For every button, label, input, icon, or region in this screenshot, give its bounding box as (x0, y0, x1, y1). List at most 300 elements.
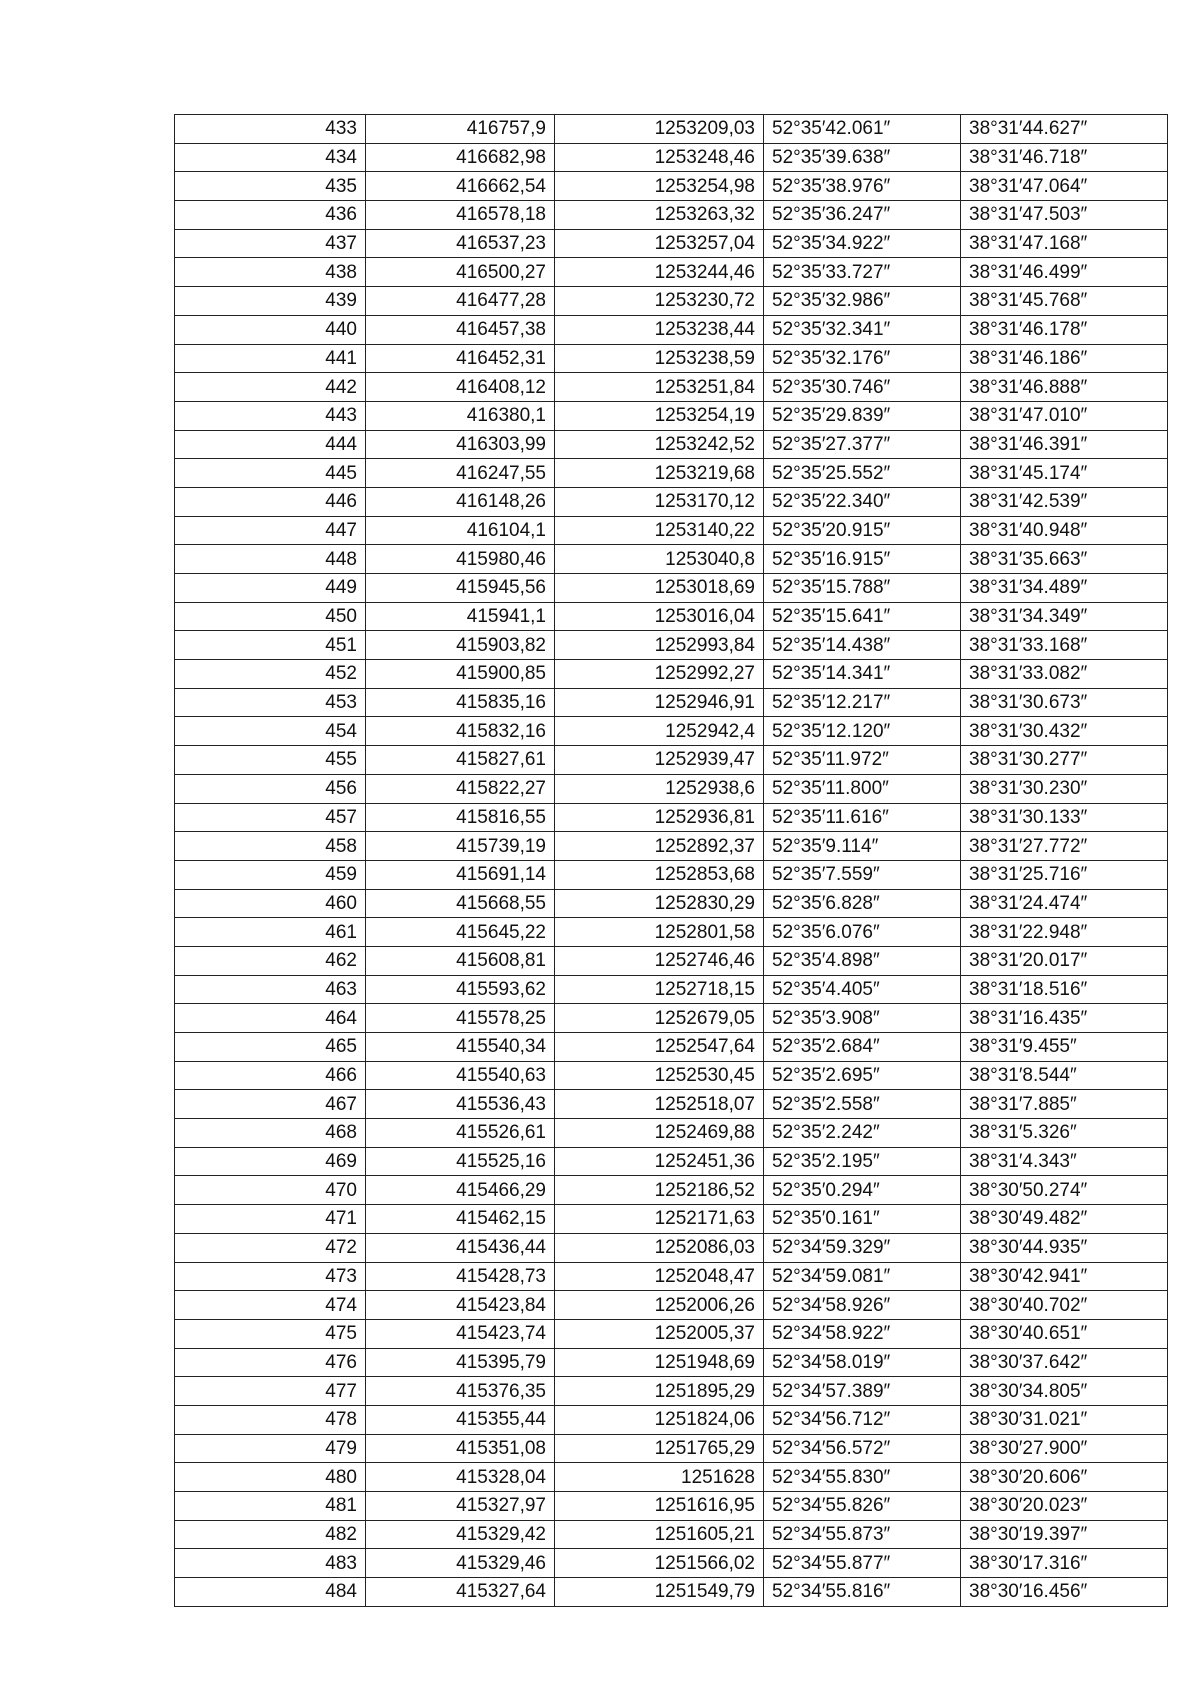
x-coordinate-cell: 415578,25 (366, 1004, 555, 1033)
y-coordinate-cell: 1253248,46 (555, 143, 764, 172)
y-coordinate-cell: 1252451,36 (555, 1147, 764, 1176)
latitude-cell: 52°35′14.438″ (764, 631, 961, 660)
point-number-cell: 436 (175, 201, 366, 230)
y-coordinate-cell: 1252005,37 (555, 1319, 764, 1348)
latitude-cell: 52°35′33.727″ (764, 258, 961, 287)
x-coordinate-cell: 415328,04 (366, 1463, 555, 1492)
table-row (175, 315, 1168, 344)
x-coordinate-cell: 415536,43 (366, 1090, 555, 1119)
point-number-cell: 474 (175, 1291, 366, 1320)
longitude-cell: 38°30′20.606″ (961, 1463, 1168, 1492)
longitude-cell: 38°31′34.489″ (961, 574, 1168, 603)
longitude-cell: 38°30′37.642″ (961, 1348, 1168, 1377)
table-row (175, 373, 1168, 402)
latitude-cell: 52°35′32.176″ (764, 344, 961, 373)
y-coordinate-cell: 1252547,64 (555, 1033, 764, 1062)
longitude-cell: 38°30′17.316″ (961, 1549, 1168, 1578)
latitude-cell: 52°35′11.616″ (764, 803, 961, 832)
point-number-cell: 452 (175, 660, 366, 689)
table-row (175, 516, 1168, 545)
table-row (175, 1492, 1168, 1521)
y-coordinate-cell: 1252801,58 (555, 918, 764, 947)
point-number-cell: 476 (175, 1348, 366, 1377)
longitude-cell: 38°31′34.349″ (961, 602, 1168, 631)
latitude-cell: 52°34′59.081″ (764, 1262, 961, 1291)
longitude-cell: 38°31′46.391″ (961, 430, 1168, 459)
x-coordinate-cell: 415822,27 (366, 774, 555, 803)
latitude-cell: 52°35′7.559″ (764, 860, 961, 889)
point-number-cell: 483 (175, 1549, 366, 1578)
latitude-cell: 52°35′2.242″ (764, 1119, 961, 1148)
table-row (175, 803, 1168, 832)
longitude-cell: 38°31′30.230″ (961, 774, 1168, 803)
y-coordinate-cell: 1252518,07 (555, 1090, 764, 1119)
point-number-cell: 471 (175, 1205, 366, 1234)
latitude-cell: 52°35′36.247″ (764, 201, 961, 230)
longitude-cell: 38°31′22.948″ (961, 918, 1168, 947)
x-coordinate-cell: 415816,55 (366, 803, 555, 832)
point-number-cell: 434 (175, 143, 366, 172)
y-coordinate-cell: 1251616,95 (555, 1492, 764, 1521)
latitude-cell: 52°35′12.120″ (764, 717, 961, 746)
y-coordinate-cell: 1253040,8 (555, 545, 764, 574)
y-coordinate-cell: 1253257,04 (555, 229, 764, 258)
x-coordinate-cell: 415327,97 (366, 1492, 555, 1521)
longitude-cell: 38°30′42.941″ (961, 1262, 1168, 1291)
y-coordinate-cell: 1252946,91 (555, 688, 764, 717)
x-coordinate-cell: 415525,16 (366, 1147, 555, 1176)
latitude-cell: 52°35′4.898″ (764, 946, 961, 975)
table-row (175, 1233, 1168, 1262)
latitude-cell: 52°35′12.217″ (764, 688, 961, 717)
table-row (175, 1405, 1168, 1434)
point-number-cell: 447 (175, 516, 366, 545)
longitude-cell: 38°31′47.064″ (961, 172, 1168, 201)
latitude-cell: 52°35′6.828″ (764, 889, 961, 918)
y-coordinate-cell: 1252171,63 (555, 1205, 764, 1234)
y-coordinate-cell: 1253170,12 (555, 487, 764, 516)
longitude-cell: 38°31′33.082″ (961, 660, 1168, 689)
y-coordinate-cell: 1252530,45 (555, 1061, 764, 1090)
table-row (175, 115, 1168, 144)
x-coordinate-cell: 415832,16 (366, 717, 555, 746)
point-number-cell: 450 (175, 602, 366, 631)
table-row (175, 287, 1168, 316)
table-row (175, 774, 1168, 803)
longitude-cell: 38°31′40.948″ (961, 516, 1168, 545)
point-number-cell: 463 (175, 975, 366, 1004)
latitude-cell: 52°35′32.341″ (764, 315, 961, 344)
x-coordinate-cell: 415351,08 (366, 1434, 555, 1463)
table-row (175, 172, 1168, 201)
x-coordinate-cell: 416477,28 (366, 287, 555, 316)
table-row (175, 487, 1168, 516)
x-coordinate-cell: 415691,14 (366, 860, 555, 889)
x-coordinate-cell: 415608,81 (366, 946, 555, 975)
x-coordinate-cell: 415329,46 (366, 1549, 555, 1578)
x-coordinate-cell: 416452,31 (366, 344, 555, 373)
point-number-cell: 470 (175, 1176, 366, 1205)
x-coordinate-cell: 415466,29 (366, 1176, 555, 1205)
y-coordinate-cell: 1253230,72 (555, 287, 764, 316)
table-row (175, 545, 1168, 574)
longitude-cell: 38°31′25.716″ (961, 860, 1168, 889)
latitude-cell: 52°34′55.830″ (764, 1463, 961, 1492)
x-coordinate-cell: 415355,44 (366, 1405, 555, 1434)
y-coordinate-cell: 1252942,4 (555, 717, 764, 746)
table-row (175, 688, 1168, 717)
latitude-cell: 52°34′57.389″ (764, 1377, 961, 1406)
y-coordinate-cell: 1252892,37 (555, 832, 764, 861)
longitude-cell: 38°31′4.343″ (961, 1147, 1168, 1176)
longitude-cell: 38°30′31.021″ (961, 1405, 1168, 1434)
point-number-cell: 435 (175, 172, 366, 201)
latitude-cell: 52°34′59.329″ (764, 1233, 961, 1262)
longitude-cell: 38°30′40.651″ (961, 1319, 1168, 1348)
latitude-cell: 52°35′15.641″ (764, 602, 961, 631)
longitude-cell: 38°31′42.539″ (961, 487, 1168, 516)
longitude-cell: 38°31′46.718″ (961, 143, 1168, 172)
longitude-cell: 38°31′18.516″ (961, 975, 1168, 1004)
latitude-cell: 52°35′30.746″ (764, 373, 961, 402)
x-coordinate-cell: 416457,38 (366, 315, 555, 344)
x-coordinate-cell: 415980,46 (366, 545, 555, 574)
point-number-cell: 439 (175, 287, 366, 316)
latitude-cell: 52°35′15.788″ (764, 574, 961, 603)
y-coordinate-cell: 1253263,32 (555, 201, 764, 230)
point-number-cell: 456 (175, 774, 366, 803)
longitude-cell: 38°31′46.178″ (961, 315, 1168, 344)
latitude-cell: 52°35′2.695″ (764, 1061, 961, 1090)
latitude-cell: 52°35′20.915″ (764, 516, 961, 545)
y-coordinate-cell: 1253140,22 (555, 516, 764, 545)
longitude-cell: 38°30′40.702″ (961, 1291, 1168, 1320)
longitude-cell: 38°31′33.168″ (961, 631, 1168, 660)
point-number-cell: 475 (175, 1319, 366, 1348)
longitude-cell: 38°31′24.474″ (961, 889, 1168, 918)
y-coordinate-cell: 1252993,84 (555, 631, 764, 660)
table-row (175, 1319, 1168, 1348)
longitude-cell: 38°31′9.455″ (961, 1033, 1168, 1062)
point-number-cell: 445 (175, 459, 366, 488)
x-coordinate-cell: 416500,27 (366, 258, 555, 287)
point-number-cell: 461 (175, 918, 366, 947)
longitude-cell: 38°31′30.432″ (961, 717, 1168, 746)
x-coordinate-cell: 415395,79 (366, 1348, 555, 1377)
point-number-cell: 458 (175, 832, 366, 861)
latitude-cell: 52°35′6.076″ (764, 918, 961, 947)
x-coordinate-cell: 415945,56 (366, 574, 555, 603)
latitude-cell: 52°35′29.839″ (764, 401, 961, 430)
point-number-cell: 438 (175, 258, 366, 287)
x-coordinate-cell: 415436,44 (366, 1233, 555, 1262)
y-coordinate-cell: 1252679,05 (555, 1004, 764, 1033)
point-number-cell: 453 (175, 688, 366, 717)
table-row (175, 1578, 1168, 1607)
point-number-cell: 449 (175, 574, 366, 603)
point-number-cell: 468 (175, 1119, 366, 1148)
longitude-cell: 38°30′49.482″ (961, 1205, 1168, 1234)
latitude-cell: 52°35′0.161″ (764, 1205, 961, 1234)
x-coordinate-cell: 415593,62 (366, 975, 555, 1004)
latitude-cell: 52°35′38.976″ (764, 172, 961, 201)
point-number-cell: 481 (175, 1492, 366, 1521)
latitude-cell: 52°35′16.915″ (764, 545, 961, 574)
point-number-cell: 433 (175, 115, 366, 144)
y-coordinate-cell: 1252469,88 (555, 1119, 764, 1148)
longitude-cell: 38°30′50.274″ (961, 1176, 1168, 1205)
latitude-cell: 52°35′4.405″ (764, 975, 961, 1004)
table-row (175, 201, 1168, 230)
y-coordinate-cell: 1253254,19 (555, 401, 764, 430)
longitude-cell: 38°30′16.456″ (961, 1578, 1168, 1607)
longitude-cell: 38°31′7.885″ (961, 1090, 1168, 1119)
longitude-cell: 38°31′46.186″ (961, 344, 1168, 373)
longitude-cell: 38°31′45.174″ (961, 459, 1168, 488)
table-row (175, 1205, 1168, 1234)
y-coordinate-cell: 1253238,44 (555, 315, 764, 344)
table-row (175, 631, 1168, 660)
longitude-cell: 38°31′46.499″ (961, 258, 1168, 287)
point-number-cell: 459 (175, 860, 366, 889)
y-coordinate-cell: 1253244,46 (555, 258, 764, 287)
x-coordinate-cell: 416104,1 (366, 516, 555, 545)
x-coordinate-cell: 415540,63 (366, 1061, 555, 1090)
y-coordinate-cell: 1252718,15 (555, 975, 764, 1004)
latitude-cell: 52°35′3.908″ (764, 1004, 961, 1033)
table-row (175, 975, 1168, 1004)
x-coordinate-cell: 416578,18 (366, 201, 555, 230)
latitude-cell: 52°34′56.712″ (764, 1405, 961, 1434)
x-coordinate-cell: 416757,9 (366, 115, 555, 144)
y-coordinate-cell: 1253254,98 (555, 172, 764, 201)
point-number-cell: 466 (175, 1061, 366, 1090)
x-coordinate-cell: 416662,54 (366, 172, 555, 201)
x-coordinate-cell: 415540,34 (366, 1033, 555, 1062)
point-number-cell: 465 (175, 1033, 366, 1062)
table-row (175, 401, 1168, 430)
table-row (175, 1147, 1168, 1176)
point-number-cell: 454 (175, 717, 366, 746)
latitude-cell: 52°34′56.572″ (764, 1434, 961, 1463)
point-number-cell: 443 (175, 401, 366, 430)
y-coordinate-cell: 1252006,26 (555, 1291, 764, 1320)
x-coordinate-cell: 415827,61 (366, 746, 555, 775)
x-coordinate-cell: 415329,42 (366, 1520, 555, 1549)
table-row (175, 1549, 1168, 1578)
point-number-cell: 455 (175, 746, 366, 775)
latitude-cell: 52°35′9.114″ (764, 832, 961, 861)
latitude-cell: 52°35′11.972″ (764, 746, 961, 775)
y-coordinate-cell: 1252746,46 (555, 946, 764, 975)
table-row (175, 918, 1168, 947)
x-coordinate-cell: 415462,15 (366, 1205, 555, 1234)
latitude-cell: 52°34′55.877″ (764, 1549, 961, 1578)
longitude-cell: 38°31′5.326″ (961, 1119, 1168, 1148)
latitude-cell: 52°35′34.922″ (764, 229, 961, 258)
point-number-cell: 444 (175, 430, 366, 459)
latitude-cell: 52°35′39.638″ (764, 143, 961, 172)
y-coordinate-cell: 1253018,69 (555, 574, 764, 603)
longitude-cell: 38°31′47.503″ (961, 201, 1168, 230)
table-row (175, 1090, 1168, 1119)
point-number-cell: 440 (175, 315, 366, 344)
y-coordinate-cell: 1251948,69 (555, 1348, 764, 1377)
table-row (175, 1119, 1168, 1148)
latitude-cell: 52°35′25.552″ (764, 459, 961, 488)
point-number-cell: 457 (175, 803, 366, 832)
table-row (175, 143, 1168, 172)
y-coordinate-cell: 1253209,03 (555, 115, 764, 144)
latitude-cell: 52°35′11.800″ (764, 774, 961, 803)
y-coordinate-cell: 1252938,6 (555, 774, 764, 803)
table-row (175, 1291, 1168, 1320)
table-row (175, 946, 1168, 975)
y-coordinate-cell: 1253242,52 (555, 430, 764, 459)
y-coordinate-cell: 1252048,47 (555, 1262, 764, 1291)
point-number-cell: 448 (175, 545, 366, 574)
y-coordinate-cell: 1252992,27 (555, 660, 764, 689)
table-row (175, 717, 1168, 746)
point-number-cell: 464 (175, 1004, 366, 1033)
x-coordinate-cell: 416148,26 (366, 487, 555, 516)
x-coordinate-cell: 416682,98 (366, 143, 555, 172)
latitude-cell: 52°35′27.377″ (764, 430, 961, 459)
point-number-cell: 482 (175, 1520, 366, 1549)
x-coordinate-cell: 415668,55 (366, 889, 555, 918)
table-row (175, 1262, 1168, 1291)
longitude-cell: 38°31′35.663″ (961, 545, 1168, 574)
longitude-cell: 38°30′20.023″ (961, 1492, 1168, 1521)
y-coordinate-cell: 1251605,21 (555, 1520, 764, 1549)
longitude-cell: 38°31′45.768″ (961, 287, 1168, 316)
longitude-cell: 38°31′47.168″ (961, 229, 1168, 258)
point-number-cell: 467 (175, 1090, 366, 1119)
point-number-cell: 478 (175, 1405, 366, 1434)
table-row (175, 1377, 1168, 1406)
table-row (175, 229, 1168, 258)
longitude-cell: 38°31′46.888″ (961, 373, 1168, 402)
table-row (175, 889, 1168, 918)
y-coordinate-cell: 1252186,52 (555, 1176, 764, 1205)
point-number-cell: 462 (175, 946, 366, 975)
point-number-cell: 469 (175, 1147, 366, 1176)
latitude-cell: 52°34′55.873″ (764, 1520, 961, 1549)
latitude-cell: 52°35′14.341″ (764, 660, 961, 689)
point-number-cell: 479 (175, 1434, 366, 1463)
longitude-cell: 38°31′20.017″ (961, 946, 1168, 975)
point-number-cell: 441 (175, 344, 366, 373)
y-coordinate-cell: 1253219,68 (555, 459, 764, 488)
table-row (175, 1434, 1168, 1463)
point-number-cell: 473 (175, 1262, 366, 1291)
point-number-cell: 480 (175, 1463, 366, 1492)
table-row (175, 344, 1168, 373)
table-row (175, 1176, 1168, 1205)
latitude-cell: 52°35′2.684″ (764, 1033, 961, 1062)
table-row (175, 574, 1168, 603)
point-number-cell: 477 (175, 1377, 366, 1406)
x-coordinate-cell: 416303,99 (366, 430, 555, 459)
latitude-cell: 52°35′22.340″ (764, 487, 961, 516)
table-row (175, 459, 1168, 488)
point-number-cell: 472 (175, 1233, 366, 1262)
table-row (175, 1463, 1168, 1492)
table-row (175, 1004, 1168, 1033)
longitude-cell: 38°31′30.277″ (961, 746, 1168, 775)
table-row (175, 746, 1168, 775)
point-number-cell: 451 (175, 631, 366, 660)
y-coordinate-cell: 1251566,02 (555, 1549, 764, 1578)
latitude-cell: 52°35′32.986″ (764, 287, 961, 316)
table-row (175, 258, 1168, 287)
y-coordinate-cell: 1252086,03 (555, 1233, 764, 1262)
longitude-cell: 38°31′47.010″ (961, 401, 1168, 430)
latitude-cell: 52°35′2.558″ (764, 1090, 961, 1119)
latitude-cell: 52°34′58.926″ (764, 1291, 961, 1320)
y-coordinate-cell: 1251765,29 (555, 1434, 764, 1463)
x-coordinate-cell: 415376,35 (366, 1377, 555, 1406)
x-coordinate-cell: 415423,84 (366, 1291, 555, 1320)
latitude-cell: 52°34′58.922″ (764, 1319, 961, 1348)
latitude-cell: 52°34′55.826″ (764, 1492, 961, 1521)
longitude-cell: 38°30′27.900″ (961, 1434, 1168, 1463)
longitude-cell: 38°31′44.627″ (961, 115, 1168, 144)
table-row (175, 1348, 1168, 1377)
y-coordinate-cell: 1251549,79 (555, 1578, 764, 1607)
x-coordinate-cell: 416380,1 (366, 401, 555, 430)
latitude-cell: 52°35′0.294″ (764, 1176, 961, 1205)
latitude-cell: 52°35′42.061″ (764, 115, 961, 144)
longitude-cell: 38°31′16.435″ (961, 1004, 1168, 1033)
table-row (175, 1061, 1168, 1090)
y-coordinate-cell: 1251628 (555, 1463, 764, 1492)
longitude-cell: 38°31′8.544″ (961, 1061, 1168, 1090)
point-number-cell: 442 (175, 373, 366, 402)
x-coordinate-cell: 416537,23 (366, 229, 555, 258)
x-coordinate-cell: 416247,55 (366, 459, 555, 488)
latitude-cell: 52°34′58.019″ (764, 1348, 961, 1377)
x-coordinate-cell: 415903,82 (366, 631, 555, 660)
x-coordinate-cell: 415526,61 (366, 1119, 555, 1148)
point-number-cell: 484 (175, 1578, 366, 1607)
y-coordinate-cell: 1251824,06 (555, 1405, 764, 1434)
x-coordinate-cell: 415941,1 (366, 602, 555, 631)
table-row (175, 430, 1168, 459)
point-number-cell: 460 (175, 889, 366, 918)
y-coordinate-cell: 1253251,84 (555, 373, 764, 402)
x-coordinate-cell: 415900,85 (366, 660, 555, 689)
y-coordinate-cell: 1252939,47 (555, 746, 764, 775)
latitude-cell: 52°35′2.195″ (764, 1147, 961, 1176)
longitude-cell: 38°31′30.673″ (961, 688, 1168, 717)
y-coordinate-cell: 1252936,81 (555, 803, 764, 832)
latitude-cell: 52°34′55.816″ (764, 1578, 961, 1607)
y-coordinate-cell: 1253016,04 (555, 602, 764, 631)
y-coordinate-cell: 1252853,68 (555, 860, 764, 889)
x-coordinate-cell: 416408,12 (366, 373, 555, 402)
point-number-cell: 437 (175, 229, 366, 258)
y-coordinate-cell: 1252830,29 (555, 889, 764, 918)
table-row (175, 860, 1168, 889)
longitude-cell: 38°30′19.397″ (961, 1520, 1168, 1549)
x-coordinate-cell: 415739,19 (366, 832, 555, 861)
point-number-cell: 446 (175, 487, 366, 516)
longitude-cell: 38°31′27.772″ (961, 832, 1168, 861)
table-row (175, 660, 1168, 689)
x-coordinate-cell: 415327,64 (366, 1578, 555, 1607)
longitude-cell: 38°30′34.805″ (961, 1377, 1168, 1406)
